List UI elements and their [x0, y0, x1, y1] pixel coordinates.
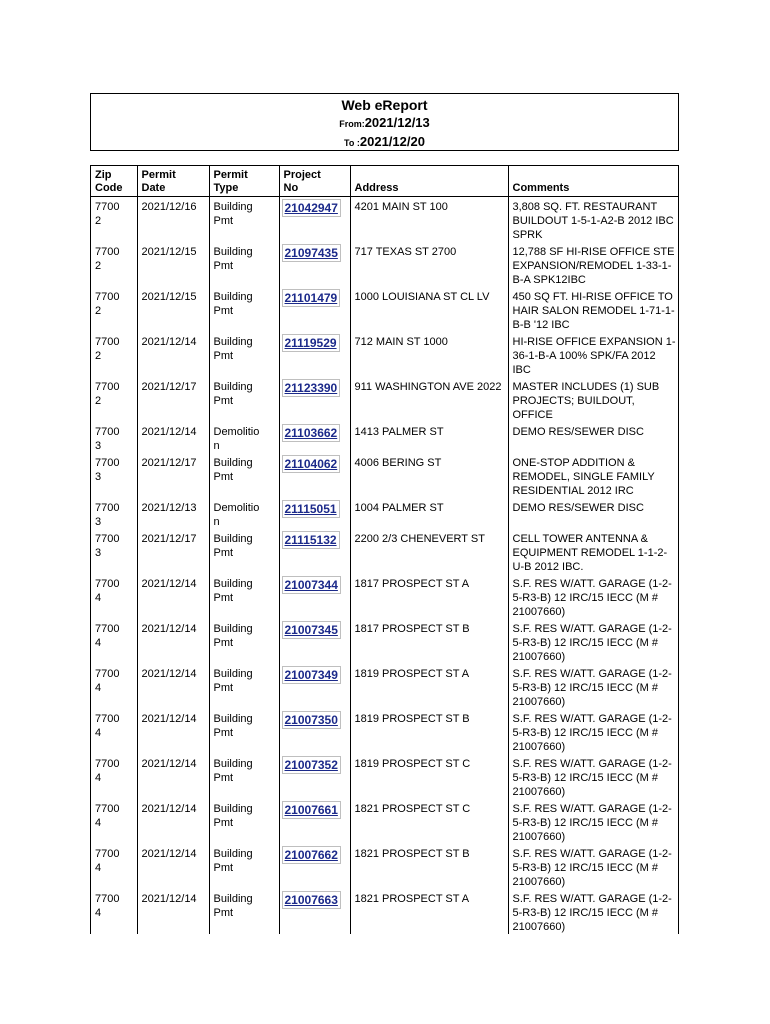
header-project-no: Project No — [279, 166, 350, 197]
project-number-link[interactable]: 21007352 — [282, 756, 341, 774]
comments-cell — [508, 453, 678, 498]
address-text: 1819 PROSPECT ST B — [354, 713, 470, 725]
table-row — [91, 574, 678, 619]
comments-text: S.F. RES W/ATT. GARAGE (1-2-5-R3-B) 12 IRC/15 IECC (M # 21007660) — [512, 623, 672, 663]
comments-text: S.F. RES W/ATT. GARAGE (1-2-5-R3-B) 12 IRC/15 IECC (M # 21007660) — [512, 668, 672, 708]
permit-type-text: Building Pmt — [213, 457, 253, 483]
address-cell — [350, 619, 508, 664]
address-text: 4006 BERING ST — [354, 457, 442, 469]
zip-code-cell — [91, 574, 137, 619]
permit-date-text: 2021/12/17 — [141, 381, 197, 393]
zip-code-text: 7700 4 — [95, 668, 120, 694]
zip-code-cell — [91, 844, 137, 889]
comments-cell — [508, 799, 678, 844]
comments-cell — [508, 377, 678, 422]
header-comments: Comments — [508, 166, 678, 197]
table-row — [91, 664, 678, 709]
permit-type-text: Building Pmt — [213, 848, 253, 874]
project-no-cell — [279, 242, 350, 287]
zip-code-text: 7700 2 — [95, 381, 120, 407]
table-row — [91, 287, 678, 332]
permit-type-text: Building Pmt — [213, 336, 253, 362]
address-text: 1000 LOUISIANA ST CL LV — [354, 291, 490, 303]
comments-cell — [508, 709, 678, 754]
permit-type-cell — [209, 422, 279, 453]
project-no-cell — [279, 529, 350, 574]
permit-type-text: Building Pmt — [213, 893, 253, 919]
address-text: 1819 PROSPECT ST A — [354, 668, 470, 680]
zip-code-text: 7700 4 — [95, 803, 120, 829]
address-cell — [350, 754, 508, 799]
permit-type-cell — [209, 844, 279, 889]
comments-text: 3,808 SQ. FT. RESTAURANT BUILDOUT 1-5-1-A2-B 2012 IBC SPRK — [512, 201, 674, 241]
comments-cell — [508, 197, 678, 243]
permit-date-cell — [137, 709, 209, 754]
permit-type-cell — [209, 242, 279, 287]
comments-cell — [508, 754, 678, 799]
zip-code-text: 7700 3 — [95, 502, 120, 528]
permit-date-text: 2021/12/14 — [141, 668, 197, 680]
permit-type-cell — [209, 377, 279, 422]
project-number-link[interactable]: 21007662 — [282, 846, 341, 864]
comments-text: HI-RISE OFFICE EXPANSION 1-36-1-B-A 100% SPK/FA 2012 IBC — [512, 336, 676, 376]
permit-type-text: Building Pmt — [213, 381, 253, 407]
comments-cell — [508, 574, 678, 619]
to-date: 2021/12/20 — [359, 134, 425, 149]
permit-type-text: Building Pmt — [213, 578, 253, 604]
table-row — [91, 529, 678, 574]
report-title: Web eReport — [341, 97, 428, 113]
address-cell — [350, 664, 508, 709]
project-number-link[interactable]: 21103662 — [282, 424, 341, 442]
project-no-cell — [279, 844, 350, 889]
zip-code-cell — [91, 754, 137, 799]
permit-type-cell — [209, 889, 279, 934]
zip-code-cell — [91, 197, 137, 243]
project-number-link[interactable]: 21007344 — [282, 576, 341, 594]
permit-date-text: 2021/12/14 — [141, 578, 197, 590]
permit-type-cell — [209, 709, 279, 754]
permit-date-text: 2021/12/14 — [141, 848, 197, 860]
header-permit-date: Permit Date — [137, 166, 209, 197]
zip-code-text: 7700 2 — [95, 201, 120, 227]
permit-type-cell — [209, 453, 279, 498]
comments-text: S.F. RES W/ATT. GARAGE (1-2-5-R3-B) 12 IRC/15 IECC (M # 21007660) — [512, 893, 672, 933]
permit-date-text: 2021/12/14 — [141, 803, 197, 815]
permit-date-text: 2021/12/15 — [141, 291, 197, 303]
address-text: 712 MAIN ST 1000 — [354, 336, 448, 348]
zip-code-cell — [91, 799, 137, 844]
project-number-link[interactable]: 21119529 — [282, 334, 340, 352]
address-text: 1004 PALMER ST — [354, 502, 444, 514]
comments-cell — [508, 332, 678, 377]
comments-cell — [508, 242, 678, 287]
permit-table — [91, 166, 678, 934]
permit-type-text: Building Pmt — [213, 668, 253, 694]
address-cell — [350, 197, 508, 243]
permit-date-cell — [137, 664, 209, 709]
comments-cell — [508, 287, 678, 332]
project-no-cell — [279, 889, 350, 934]
table-row — [91, 332, 678, 377]
table-row — [91, 453, 678, 498]
project-number-link[interactable]: 21007349 — [282, 666, 341, 684]
permit-date-cell — [137, 498, 209, 529]
to-date-line — [91, 133, 678, 152]
comments-cell — [508, 619, 678, 664]
table-row — [91, 754, 678, 799]
table-row — [91, 844, 678, 889]
table-row — [91, 619, 678, 664]
zip-code-cell — [91, 287, 137, 332]
zip-code-text: 7700 4 — [95, 713, 120, 739]
table-body — [91, 197, 678, 935]
project-number-link[interactable]: 21104062 — [282, 455, 341, 473]
permit-date-text: 2021/12/14 — [141, 623, 197, 635]
permit-date-cell — [137, 889, 209, 934]
permit-date-cell — [137, 619, 209, 664]
comments-text: S.F. RES W/ATT. GARAGE (1-2-5-R3-B) 12 IRC/15 IECC (M # 21007660) — [512, 578, 672, 618]
zip-code-text: 7700 4 — [95, 578, 120, 604]
address-cell — [350, 332, 508, 377]
comments-text: S.F. RES W/ATT. GARAGE (1-2-5-R3-B) 12 IRC/15 IECC (M # 21007660) — [512, 713, 672, 753]
project-number-link[interactable]: 21007350 — [282, 711, 341, 729]
permit-type-text: Building Pmt — [213, 291, 253, 317]
comments-cell — [508, 422, 678, 453]
table-row — [91, 197, 678, 243]
address-cell — [350, 889, 508, 934]
permit-type-text: Building Pmt — [213, 758, 253, 784]
zip-code-text: 7700 4 — [95, 758, 120, 784]
project-no-cell — [279, 377, 350, 422]
header-zip-code: Zip Code — [91, 166, 137, 197]
comments-cell — [508, 889, 678, 934]
permit-table-container — [90, 165, 679, 934]
project-number-link[interactable]: 21007661 — [282, 801, 341, 819]
zip-code-text: 7700 3 — [95, 533, 120, 559]
zip-code-cell — [91, 889, 137, 934]
table-row — [91, 799, 678, 844]
address-text: 1821 PROSPECT ST B — [354, 848, 470, 860]
permit-date-cell — [137, 197, 209, 243]
permit-date-cell — [137, 422, 209, 453]
permit-type-text: Building Pmt — [213, 713, 253, 739]
comments-text: S.F. RES W/ATT. GARAGE (1-2-5-R3-B) 12 IRC/15 IECC (M # 21007660) — [512, 848, 672, 888]
table-header-row — [91, 166, 678, 197]
project-number-link[interactable]: 21101479 — [282, 289, 341, 307]
permit-date-cell — [137, 332, 209, 377]
permit-date-text: 2021/12/14 — [141, 713, 197, 725]
zip-code-text: 7700 4 — [95, 848, 120, 874]
project-number-link[interactable]: 21042947 — [282, 199, 341, 217]
permit-type-cell — [209, 197, 279, 243]
permit-type-cell — [209, 332, 279, 377]
table-row — [91, 422, 678, 453]
comments-text: DEMO RES/SEWER DISC — [512, 426, 644, 438]
permit-type-cell — [209, 754, 279, 799]
comments-cell — [508, 664, 678, 709]
address-cell — [350, 574, 508, 619]
address-text: 4201 MAIN ST 100 — [354, 201, 448, 213]
permit-date-cell — [137, 287, 209, 332]
permit-type-cell — [209, 529, 279, 574]
address-cell — [350, 453, 508, 498]
zip-code-cell — [91, 619, 137, 664]
from-date-line — [91, 114, 678, 133]
address-text: 1821 PROSPECT ST A — [354, 893, 470, 905]
comments-text: ONE-STOP ADDITION & REMODEL, SINGLE FAMILY RESIDENTIAL 2012 IRC — [512, 457, 655, 497]
project-no-cell — [279, 574, 350, 619]
address-text: 1817 PROSPECT ST B — [354, 623, 470, 635]
address-text: 1817 PROSPECT ST A — [354, 578, 470, 590]
to-label: To : — [344, 138, 360, 148]
permit-date-cell — [137, 799, 209, 844]
comments-text: 450 SQ FT. HI-RISE OFFICE TO HAIR SALON REMODEL 1-71-1-B-B '12 IBC — [512, 291, 675, 331]
project-number-link[interactable]: 21007663 — [282, 891, 341, 909]
project-no-cell — [279, 422, 350, 453]
table-row — [91, 709, 678, 754]
zip-code-cell — [91, 422, 137, 453]
table-row — [91, 242, 678, 287]
zip-code-cell — [91, 242, 137, 287]
zip-code-cell — [91, 453, 137, 498]
comments-text: MASTER INCLUDES (1) SUB PROJECTS; BUILDOUT, OFFICE — [512, 381, 660, 421]
permit-type-text: Building Pmt — [213, 803, 253, 829]
permit-type-text: Demolitio n — [213, 426, 260, 452]
project-no-cell — [279, 799, 350, 844]
permit-date-text: 2021/12/17 — [141, 457, 197, 469]
zip-code-cell — [91, 664, 137, 709]
header-permit-type: Permit Type — [209, 166, 279, 197]
permit-date-cell — [137, 242, 209, 287]
project-number-link[interactable]: 21097435 — [282, 244, 341, 262]
zip-code-text: 7700 3 — [95, 457, 120, 483]
from-date: 2021/12/13 — [364, 115, 430, 130]
project-no-cell — [279, 754, 350, 799]
permit-date-text: 2021/12/16 — [141, 201, 197, 213]
zip-code-cell — [91, 529, 137, 574]
comments-cell — [508, 844, 678, 889]
comments-cell — [508, 529, 678, 574]
permit-type-text: Building Pmt — [213, 201, 253, 227]
table-row — [91, 377, 678, 422]
project-no-cell — [279, 709, 350, 754]
comments-text: 12,788 SF HI-RISE OFFICE STE EXPANSION/REMODEL 1-33-1-B-A SPK12IBC — [512, 246, 675, 286]
address-text: 2200 2/3 CHENEVERT ST — [354, 533, 485, 545]
permit-date-cell — [137, 754, 209, 799]
permit-date-text: 2021/12/14 — [141, 893, 197, 905]
permit-date-cell — [137, 377, 209, 422]
address-cell — [350, 799, 508, 844]
address-cell — [350, 709, 508, 754]
zip-code-text: 7700 2 — [95, 291, 120, 317]
zip-code-text: 7700 3 — [95, 426, 120, 452]
permit-type-text: Building Pmt — [213, 623, 253, 649]
zip-code-text: 7700 2 — [95, 246, 120, 272]
permit-type-cell — [209, 287, 279, 332]
permit-date-cell — [137, 453, 209, 498]
permit-date-text: 2021/12/15 — [141, 246, 197, 258]
comments-text: S.F. RES W/ATT. GARAGE (1-2-5-R3-B) 12 IRC/15 IECC (M # 21007660) — [512, 803, 672, 843]
project-number-link[interactable]: 21115132 — [282, 531, 340, 549]
permit-type-text: Building Pmt — [213, 533, 253, 559]
header-address: Address — [350, 166, 508, 197]
zip-code-cell — [91, 709, 137, 754]
address-text: 1821 PROSPECT ST C — [354, 803, 471, 815]
permit-date-cell — [137, 844, 209, 889]
comments-text: S.F. RES W/ATT. GARAGE (1-2-5-R3-B) 12 IRC/15 IECC (M # 21007660) — [512, 758, 672, 798]
permit-type-text: Demolitio n — [213, 502, 260, 528]
zip-code-cell — [91, 332, 137, 377]
zip-code-text: 7700 4 — [95, 623, 120, 649]
zip-code-text: 7700 2 — [95, 336, 120, 362]
project-no-cell — [279, 664, 350, 709]
address-cell — [350, 422, 508, 453]
comments-text: CELL TOWER ANTENNA & EQUIPMENT REMODEL 1-1-2-U-B 2012 IBC. — [512, 533, 668, 573]
project-no-cell — [279, 332, 350, 377]
permit-date-text: 2021/12/14 — [141, 426, 197, 438]
address-cell — [350, 377, 508, 422]
address-cell — [350, 287, 508, 332]
address-cell — [350, 529, 508, 574]
project-no-cell — [279, 287, 350, 332]
project-number-link[interactable]: 21123390 — [282, 379, 341, 397]
permit-date-text: 2021/12/14 — [141, 336, 197, 348]
permit-date-text: 2021/12/13 — [141, 502, 197, 514]
project-number-link[interactable]: 21115051 — [282, 500, 340, 518]
zip-code-cell — [91, 498, 137, 529]
project-no-cell — [279, 498, 350, 529]
comments-text: DEMO RES/SEWER DISC — [512, 502, 644, 514]
address-text: 717 TEXAS ST 2700 — [354, 246, 457, 258]
address-text: 1819 PROSPECT ST C — [354, 758, 471, 770]
comments-cell — [508, 498, 678, 529]
project-no-cell — [279, 453, 350, 498]
address-cell — [350, 844, 508, 889]
permit-date-cell — [137, 574, 209, 619]
project-no-cell — [279, 619, 350, 664]
zip-code-text: 7700 4 — [95, 893, 120, 919]
permit-type-cell — [209, 664, 279, 709]
address-cell — [350, 498, 508, 529]
report-header — [90, 93, 679, 151]
table-row — [91, 498, 678, 529]
from-label: From: — [339, 119, 365, 129]
permit-date-text: 2021/12/14 — [141, 758, 197, 770]
permit-date-cell — [137, 529, 209, 574]
project-number-link[interactable]: 21007345 — [282, 621, 341, 639]
permit-type-cell — [209, 619, 279, 664]
permit-type-cell — [209, 498, 279, 529]
address-text: 1413 PALMER ST — [354, 426, 444, 438]
address-text: 911 WASHINGTON AVE 2022 — [354, 381, 502, 393]
address-cell — [350, 242, 508, 287]
project-no-cell — [279, 197, 350, 243]
permit-date-text: 2021/12/17 — [141, 533, 197, 545]
table-row — [91, 889, 678, 934]
permit-type-cell — [209, 574, 279, 619]
permit-type-cell — [209, 799, 279, 844]
permit-type-text: Building Pmt — [213, 246, 253, 272]
zip-code-cell — [91, 377, 137, 422]
